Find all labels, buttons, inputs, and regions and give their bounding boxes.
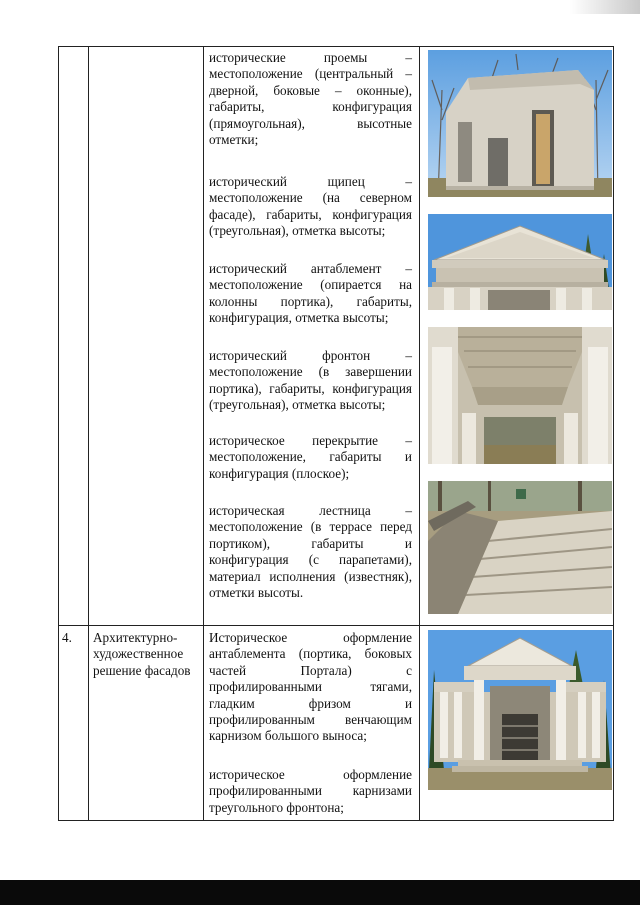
- table-border-top: [58, 46, 614, 47]
- row-separator: [58, 625, 614, 626]
- table-border-left: [58, 46, 59, 821]
- table-divider-2: [203, 46, 204, 821]
- ruined-wall-photo: [428, 50, 612, 197]
- protected-item-gable: исторический щипец – местоположение (на северном фасаде), габариты, конфигурация (треугольная), отметка высоты;: [209, 174, 412, 239]
- scan-shadow: [570, 0, 640, 14]
- protected-item-pediment: исторический фронтон – местоположение (в завершении портика), габариты, конфигурация (треугольная), отметка высоты;: [209, 348, 412, 413]
- portico-ceiling-photo: [428, 327, 612, 464]
- staircase-photo: [428, 481, 612, 614]
- table-divider-3: [419, 46, 420, 821]
- protected-item-openings: исторические проемы – местоположение (центральный – дверной, боковые – оконные), габариты, конфигурация (прямоугольная), высотные отметки;: [209, 50, 412, 148]
- row-title: Архитектурно-художественное решение фасадов: [93, 630, 191, 678]
- portal-facade-photo: [428, 630, 612, 790]
- row-number: 4.: [62, 630, 72, 645]
- table-divider-1: [88, 46, 89, 821]
- facade-item-pediment-cornice: историческое оформление профилированными карнизами треугольного фронтона;: [209, 767, 412, 815]
- table-border-right: [613, 46, 614, 821]
- protected-item-staircase: историческая лестница – местоположение (в террасе перед портиком), габариты и конфигурация (с парапетами), материал исполнения (известняк), отметки высоты.: [209, 503, 412, 601]
- protected-item-entablature: исторический антаблемент – местоположение (опирается на колонны портика), габариты, конфигурация, отметка высоты;: [209, 261, 412, 326]
- protected-item-ceiling: историческое перекрытие – местоположение, габариты и конфигурация (плоское);: [209, 433, 412, 481]
- pediment-photo: [428, 214, 612, 310]
- table-border-bottom: [58, 820, 614, 821]
- facade-item-entablature: Историческое оформление антаблемента (портика, боковых частей Портала) с профилированными тягами, гладким фризом и профилированным венчающим карнизом большого выноса;: [209, 630, 412, 744]
- scan-bottom-edge: [0, 880, 640, 905]
